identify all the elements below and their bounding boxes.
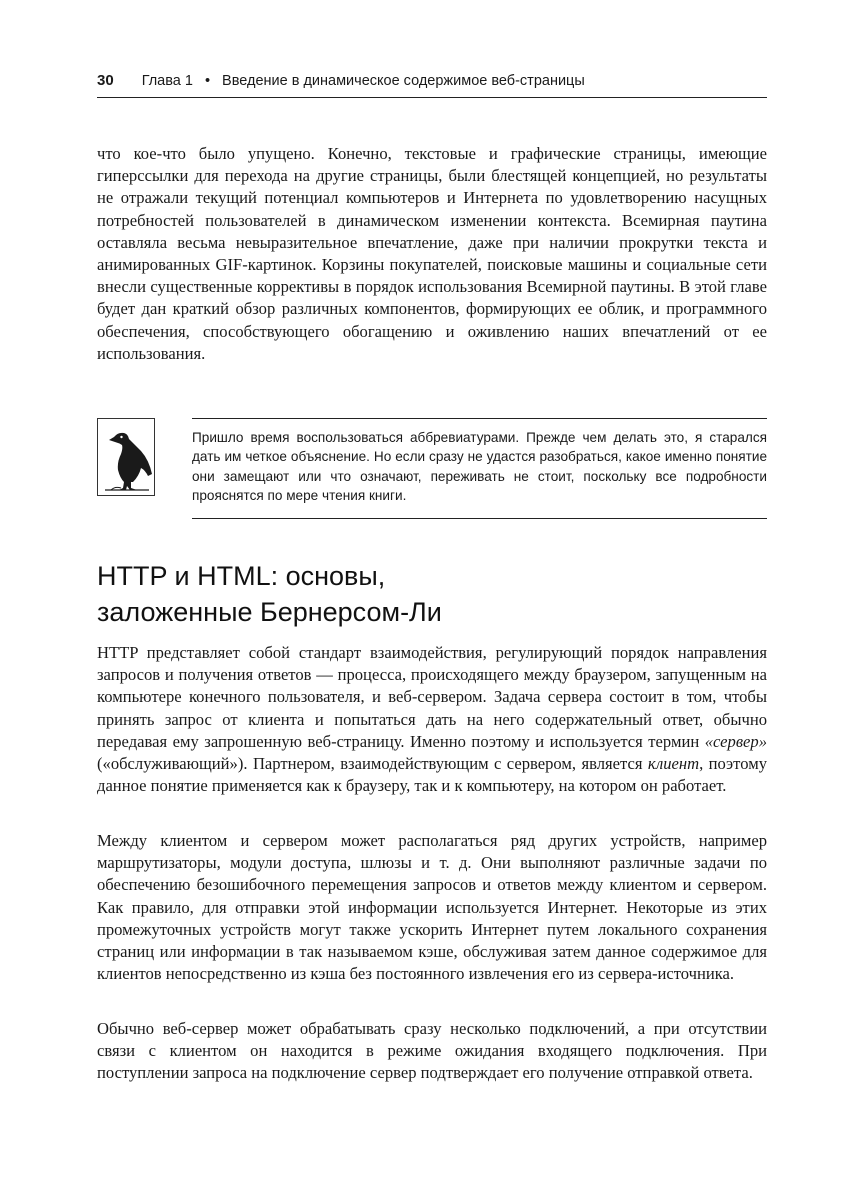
section-title-line-2: заложенные Бернерсом-Ли — [97, 597, 442, 627]
header-rule — [97, 97, 767, 98]
chapter-title: Введение в динамическое содержимое веб-страницы — [222, 73, 585, 89]
intro-paragraph: что кое-что было упущено. Конечно, текстовые и графические страницы, имеющие гиперссылки для перехода на другие страницы, были блестящей концепцией, но результаты не отражали текущий потенциал компьютеров и Интернета по удовлетворению насущных потребностей пользователей в динамическом изменении контекста. Всемирная паутина оставляла весьма невыразительное впечатление, даже при наличии прокрутки текста и анимированных GIF-картинок. Корзины покупателей, поисковые машины и социальные сети внесли существенные коррективы в порядок использования Всемирной паутины. В этой главе будет дан краткий обзор различных компонентов, формирующих ее облик, и программного обеспечения, способствующего обогащению и оживлению наших впечатлений от ее использования. — [97, 144, 767, 363]
running-header — [97, 72, 767, 94]
note-text: Пришло время воспользоваться аббревиатурами. Прежде чем делать это, я старался дать им четкое объяснение. Но если сразу не удастся разобраться, какое именно понятие они замещают или что означают, переживать не стоит, поскольку все подробности прояснятся по мере чтения книги. — [192, 430, 767, 504]
raven-icon — [97, 418, 157, 496]
note-top-rule — [192, 418, 767, 419]
term-server: «сервер» — [704, 731, 767, 751]
section-paragraph-2: Между клиентом и сервером может располагаться ряд других устройств, например маршрутизаторы, модули доступа, шлюзы и т. д. Они выполняют различные задачи по обеспечению безошибочного перемещения запросов и ответов между клиентом и сервером. Как правило, для отправки этой информации используется Интернет. Некоторые из этих промежуточных устройств могут также ускорить Интернет путем локального сохранения страниц или информации в так называемом кэше, обслуживая затем данное содержимое для клиентов непосредственно из кэша без постоянного извлечения его из сервера-источника. — [97, 831, 767, 984]
chapter-label: Глава 1 — [141, 73, 193, 89]
paragraph-1-text-c: , поэтому данное понятие применяется как к браузеру, так и к компьютеру, на котором он работает. — [97, 754, 767, 796]
term-client: клиент — [647, 754, 700, 774]
page-number: 30 — [97, 72, 114, 89]
paragraph-1-text-a: HTTP представляет собой стандарт взаимодействия, регулирующий порядок направления запросов и получения ответов — процесса, происходящего между браузером, запущенным на компьютере конечного пользователя, и веб-сервером. Задача сервера состоит в том, чтобы принять запрос от клиента и попытаться дать на него содержательный ответ, обычно передавая ему запрошенную веб-страницу. Именно поэтому и используется термин — [97, 643, 767, 751]
section-paragraph-3: Обычно веб-сервер может обрабатывать сразу несколько подключений, а при отсутствии связи с клиентом он находится в режиме ожидания входящего подключения. При поступлении запроса на подключение сервер подтверждает его получение отправкой ответа. — [97, 1019, 767, 1083]
section-title-line-1: HTTP и HTML: основы, — [97, 561, 386, 591]
paragraph-1-text-b: («обслуживающий»). Партнером, взаимодействующим с сервером, является — [97, 754, 648, 774]
section-paragraph-1 — [97, 642, 767, 797]
header-separator: • — [204, 73, 211, 89]
section-title — [97, 558, 767, 630]
note-bottom-rule — [192, 518, 767, 519]
